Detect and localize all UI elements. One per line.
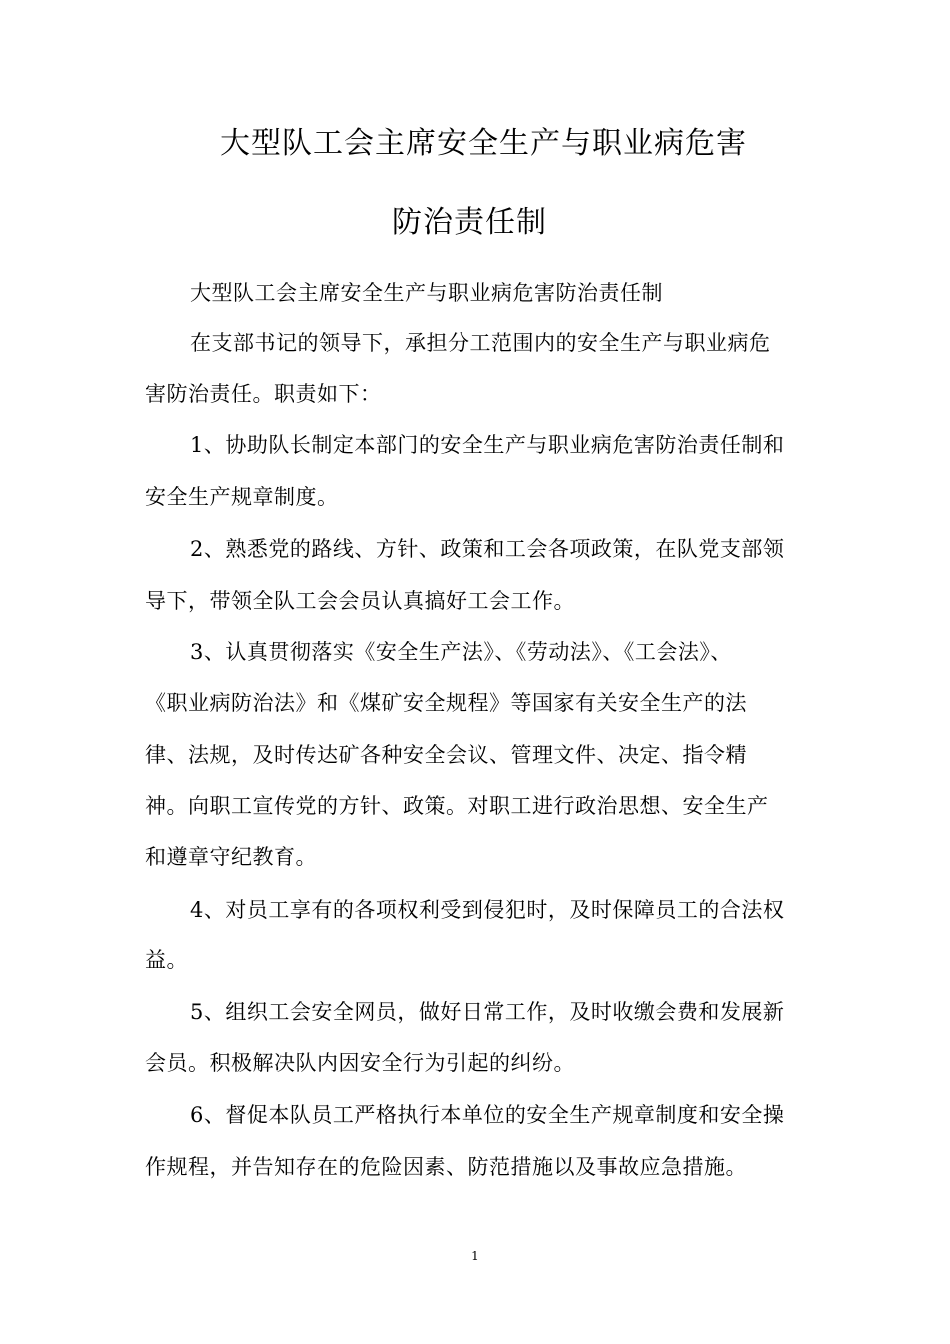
- intro-line: 害防治责任。职责如下：: [145, 382, 382, 406]
- item-number: 3: [190, 640, 204, 664]
- item-text: 、熟悉党的路线、方针、政策和工会各项政策，在队党支部领: [203, 537, 785, 561]
- item-continuation: 益。: [145, 948, 188, 972]
- item-text: 、组织工会安全网员，做好日常工作，及时收缴会费和发展新: [203, 1000, 785, 1024]
- duty-item-1: [190, 431, 784, 459]
- item-number: 4: [190, 898, 204, 922]
- duty-item-2: [190, 535, 784, 563]
- item-text: 、协助队长制定本部门的安全生产与职业病危害防治责任制和: [203, 433, 785, 457]
- item-text: 、认真贯彻落实《安全生产法》、《劳动法》、《工会法》、: [203, 640, 732, 664]
- item-number: 5: [190, 1000, 204, 1024]
- duty-item-3: [190, 638, 732, 666]
- duty-item-6: [190, 1101, 784, 1129]
- item-continuation: 导下，带领全队工会会员认真搞好工会工作。: [145, 589, 575, 613]
- item-text: 、对员工享有的各项权利受到侵犯时，及时保障员工的合法权: [203, 898, 785, 922]
- duty-item-5: [190, 998, 784, 1026]
- document-subtitle: 大型队工会主席安全生产与职业病危害防治责任制: [190, 281, 663, 305]
- item-number: 1: [190, 433, 204, 457]
- item-continuation: 和遵章守纪教育。: [145, 845, 317, 869]
- document-title-line-1: 大型队工会主席安全生产与职业病危害: [220, 126, 747, 161]
- item-text: 、督促本队员工严格执行本单位的安全生产规章制度和安全操: [203, 1103, 785, 1127]
- item-continuation: 神。向职工宣传党的方针、政策。对职工进行政治思想、安全生产: [145, 794, 769, 818]
- item-continuation: 作规程，并告知存在的危险因素、防范措施以及事故应急措施。: [145, 1155, 747, 1179]
- intro-line: 在支部书记的领导下，承担分工范围内的安全生产与职业病危: [190, 331, 771, 355]
- item-continuation: 安全生产规章制度。: [145, 485, 339, 509]
- item-number: 6: [190, 1103, 204, 1127]
- item-continuation: 会员。积极解决队内因安全行为引起的纠纷。: [145, 1051, 575, 1075]
- item-continuation: 《职业病防治法》和《煤矿安全规程》等国家有关安全生产的法: [145, 691, 747, 715]
- item-number: 2: [190, 537, 204, 561]
- duty-item-4: [190, 896, 784, 924]
- item-continuation: 律、法规，及时传达矿各种安全会议、管理文件、决定、指令精: [145, 743, 747, 767]
- document-title-line-2: 防治责任制: [392, 205, 547, 240]
- page-number: 1: [471, 1249, 479, 1263]
